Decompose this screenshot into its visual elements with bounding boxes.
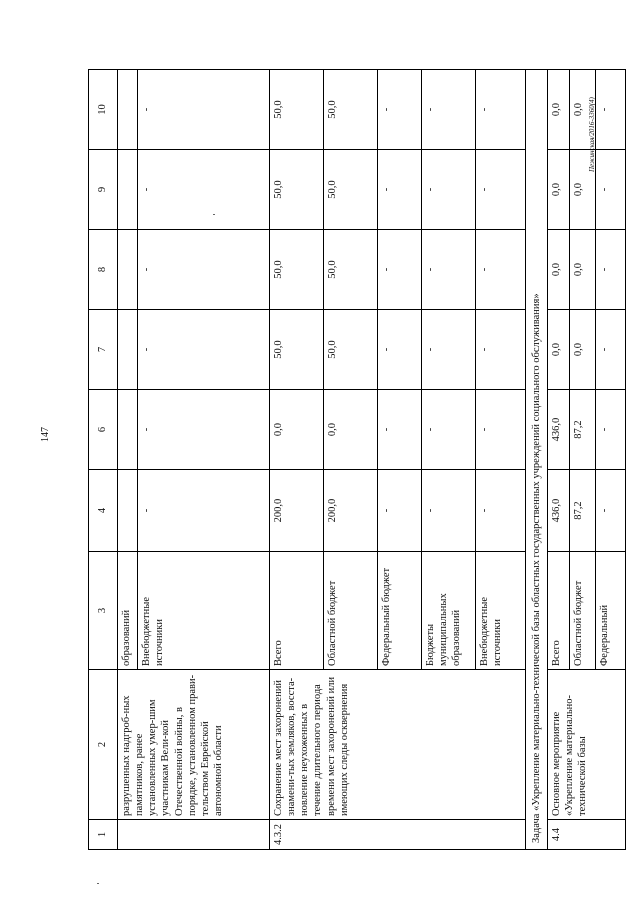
value-cell: 50,0 — [324, 230, 378, 310]
value-cell: 50,0 — [324, 310, 378, 390]
funding-source: Областной бюджет — [570, 552, 596, 670]
value-cell: - — [476, 310, 526, 390]
value-cell: - — [422, 150, 476, 230]
funding-source: образований — [118, 552, 138, 670]
value-cell — [118, 70, 138, 150]
value-cell: 50,0 — [270, 230, 324, 310]
item-name: разрушенных надгроб-ных памятников, ранее установленных умер-шим участникам Вели-кой Отечественной войны, в порядке, установленном прави-тельством Еврейской автономной области — [118, 670, 270, 820]
value-cell: 0,0 — [548, 150, 570, 230]
value-cell: 0,0 — [570, 310, 596, 390]
item-number: 4.3.2 — [270, 820, 526, 850]
value-cell: 200,0 — [270, 470, 324, 552]
col-header: 9 — [89, 150, 118, 230]
task-row — [526, 70, 548, 850]
value-cell: - — [378, 390, 422, 470]
value-cell: - — [138, 150, 270, 230]
footer-code: Пежинская/2016-3360(4) — [588, 97, 596, 172]
value-cell: - — [138, 390, 270, 470]
value-cell: 87,2 — [570, 470, 596, 552]
value-cell: - — [138, 230, 270, 310]
budget-table — [88, 69, 626, 850]
funding-source: Федеральный бюджет — [378, 552, 422, 670]
value-cell: - — [596, 390, 626, 470]
item-number: 4.4 — [548, 820, 626, 850]
value-cell: 0,0 — [570, 70, 596, 150]
value-cell — [118, 310, 138, 390]
task-text: Задача «Укрепление материально-технической базы областных государственных учреждений социального обслуживания» — [526, 70, 548, 850]
col-header: 1 — [89, 820, 118, 850]
value-cell: - — [422, 230, 476, 310]
table-row — [548, 70, 570, 850]
value-cell: - — [422, 470, 476, 552]
funding-source: Внебюджетные источники — [476, 552, 526, 670]
funding-source: Всего — [548, 552, 570, 670]
value-cell: - — [476, 70, 526, 150]
value-cell: 0,0 — [324, 390, 378, 470]
value-cell: - — [378, 310, 422, 390]
value-cell — [118, 470, 138, 552]
funding-source: Бюджеты муниципальных образований — [422, 552, 476, 670]
value-cell: - — [596, 230, 626, 310]
value-cell: 0,0 — [548, 310, 570, 390]
funding-source: Внебюджетные источники — [138, 552, 270, 670]
value-cell: 87,2 — [570, 390, 596, 470]
value-cell: - — [422, 390, 476, 470]
value-cell: - — [378, 150, 422, 230]
value-cell: - — [596, 150, 626, 230]
funding-source: Федеральный — [596, 552, 626, 670]
value-cell: - — [378, 470, 422, 552]
value-cell: - — [378, 230, 422, 310]
value-cell: 0,0 — [570, 230, 596, 310]
value-cell: 50,0 — [270, 70, 324, 150]
col-header: 3 — [89, 552, 118, 670]
value-cell — [118, 390, 138, 470]
value-cell: 50,0 — [270, 310, 324, 390]
value-cell: 436,0 — [548, 470, 570, 552]
item-name: Основное мероприятие «Укрепление материально-технической базы — [548, 670, 626, 820]
value-cell: 200,0 — [324, 470, 378, 552]
value-cell: 0,0 — [570, 150, 596, 230]
value-cell: 0,0 — [548, 230, 570, 310]
funding-source: Областной бюджет — [324, 552, 378, 670]
col-header: 6 — [89, 390, 118, 470]
col-header: 4 — [89, 470, 118, 552]
value-cell — [118, 230, 138, 310]
col-header: 8 — [89, 230, 118, 310]
value-cell: 436,0 — [548, 390, 570, 470]
table-row — [270, 70, 324, 850]
value-cell: - — [138, 470, 270, 552]
value-cell: - — [476, 470, 526, 552]
value-cell: 50,0 — [324, 150, 378, 230]
value-cell: 50,0 — [324, 70, 378, 150]
value-cell: - — [596, 70, 626, 150]
value-cell — [118, 150, 138, 230]
value-cell: - — [476, 390, 526, 470]
value-cell: - — [476, 150, 526, 230]
col-header: 7 — [89, 310, 118, 390]
value-cell: - — [596, 470, 626, 552]
value-cell: - — [476, 230, 526, 310]
value-cell: 0,0 — [548, 70, 570, 150]
value-cell: 50,0 — [270, 150, 324, 230]
value-cell: - — [422, 310, 476, 390]
value-cell: - — [596, 310, 626, 390]
page-number: 147 — [40, 427, 51, 442]
value-cell: - — [422, 70, 476, 150]
scan-speck — [97, 883, 99, 884]
value-cell: - — [378, 70, 422, 150]
funding-source: Всего — [270, 552, 324, 670]
col-header: 10 — [89, 70, 118, 150]
item-number — [118, 820, 270, 850]
value-cell: - — [138, 310, 270, 390]
item-name: Сохранение мест захоронений знамени-тых земляков, восста-новление неухоженных в течение длительного периода времени мест захоронений или имеющих следы осквернения — [270, 670, 526, 820]
value-cell: 0,0 — [270, 390, 324, 470]
value-cell: - — [138, 70, 270, 150]
header-row — [89, 70, 118, 850]
col-header: 2 — [89, 670, 118, 820]
table-row — [118, 70, 138, 850]
